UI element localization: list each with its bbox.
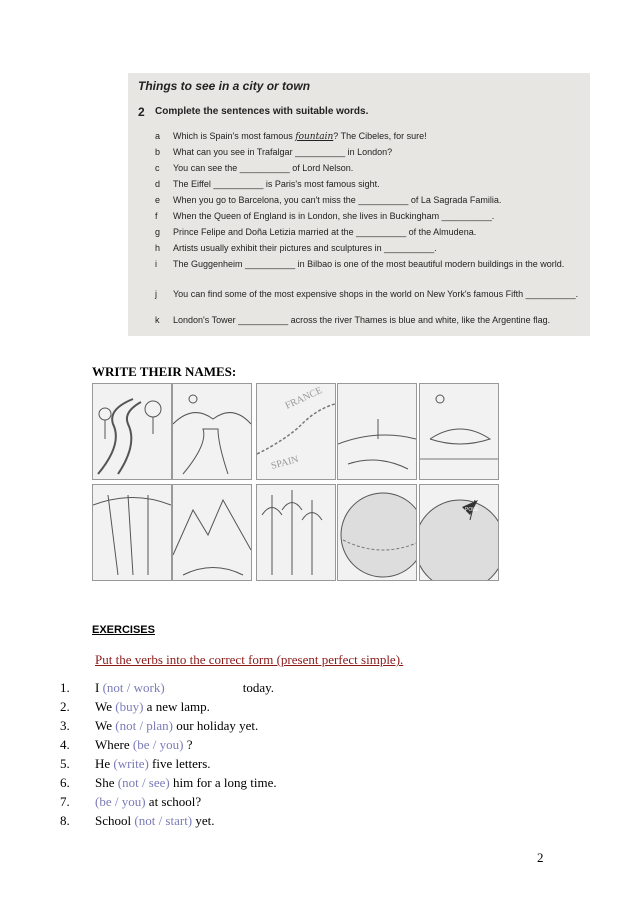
item-number: 1. <box>60 680 70 695</box>
scanned-worksheet <box>128 73 590 336</box>
item-text-part: London's Tower __________ across the river Thames is blue and white, like the Argentine flag. <box>173 315 551 325</box>
item-text <box>173 193 583 208</box>
item-number: 8. <box>60 813 70 828</box>
item-text <box>173 257 583 272</box>
forest-image <box>256 484 336 581</box>
item-text <box>173 241 583 256</box>
item-number: 5. <box>60 756 70 771</box>
item-letter: b <box>155 147 161 157</box>
page-number: 2 <box>537 850 544 865</box>
item-text-part: When the Queen of England is in London, she lives in Buckingham __________. <box>173 211 495 221</box>
item-text <box>173 313 583 328</box>
sentence-start: She <box>95 775 118 790</box>
worksheet-item <box>155 193 583 208</box>
worksheet-item <box>155 129 583 145</box>
landscape-river-image <box>92 383 172 480</box>
sentence-start: School <box>95 813 135 828</box>
sentence-end: at school? <box>145 794 202 809</box>
handwritten-answer: fountain <box>295 132 334 142</box>
sentence-text <box>95 811 215 830</box>
coast-cliff-image <box>337 383 417 480</box>
exercise-item <box>60 754 277 773</box>
item-text <box>173 177 583 192</box>
item-text <box>173 129 583 145</box>
item-number: 4. <box>60 737 70 752</box>
spain-label: SPAIN <box>269 454 300 472</box>
worksheet-item <box>155 209 583 224</box>
worksheet-item <box>155 257 583 272</box>
sentence-end: our holiday yet. <box>173 718 259 733</box>
landscape-valley-image <box>172 383 252 480</box>
item-number: 3. <box>60 718 70 733</box>
item-letter: k <box>155 315 160 325</box>
sentence-end: ? <box>183 737 193 752</box>
item-text-part: What can you see in Trafalgar __________ in London? <box>173 147 393 157</box>
exercise-item <box>60 773 277 792</box>
item-letter: g <box>155 227 161 237</box>
sentence-text <box>95 792 201 811</box>
item-text-part: You can see the __________ of Lord Nelson. <box>173 163 354 173</box>
worksheet-item <box>155 161 583 176</box>
sentence-start: Where <box>95 737 133 752</box>
item-text-part: The Guggenheim __________ in Bilbao is one of the most beautiful modern buildings in the world. <box>173 259 565 269</box>
mountains-image <box>172 484 252 581</box>
exercise-title: Complete the sentences with suitable words. <box>155 106 369 117</box>
verb-hint: (not / start) <box>134 813 193 828</box>
item-letter: h <box>155 243 161 253</box>
worksheet-item <box>155 225 583 240</box>
worksheet-item <box>155 287 583 302</box>
item-letter: e <box>155 195 161 205</box>
exercise-item <box>60 811 277 830</box>
instruction-text: Put the verbs into the correct form (present perfect simple). <box>95 652 404 667</box>
island-image <box>419 383 499 480</box>
sentence-start: We <box>95 699 116 714</box>
exercise-item <box>60 735 277 754</box>
item-text-part: Artists usually exhibit their pictures and sculptures in __________. <box>173 243 437 253</box>
exercise-number: 2 <box>138 105 145 119</box>
worksheet-title: Things to see in a city or town <box>138 79 311 93</box>
sentence-end: today. <box>242 680 274 695</box>
verb-hint: (write) <box>113 756 149 771</box>
sentence-text <box>95 754 211 773</box>
exercise-item <box>60 716 277 735</box>
verb-hint: (not / plan) <box>115 718 174 733</box>
waterfall-image <box>92 484 172 581</box>
item-letter: d <box>155 179 161 189</box>
verb-hint: (be / you) <box>95 794 146 809</box>
item-text-part: When you go to Barcelona, you can't miss the __________ of La Sagrada Familia. <box>173 195 502 205</box>
write-names-heading: WRITE THEIR NAMES: <box>92 364 237 379</box>
globe-equator-image <box>337 484 417 581</box>
sentence-end: a new lamp. <box>143 699 210 714</box>
item-number: 6. <box>60 775 70 790</box>
item-text <box>173 145 583 160</box>
sentence-start: We <box>95 718 116 733</box>
sentence-end: five letters. <box>148 756 211 771</box>
item-text-part: The Eiffel __________ is Paris's most famous sight. <box>173 179 380 189</box>
item-text <box>173 161 583 176</box>
sentence-start: He <box>95 756 114 771</box>
verb-hint: (not / see) <box>117 775 170 790</box>
map-france-spain-image <box>256 383 336 480</box>
item-letter: a <box>155 131 161 141</box>
item-text <box>173 287 583 302</box>
exercises-heading: EXERCISES <box>92 624 155 636</box>
item-text-part: ? The Cibeles, for sure! <box>333 131 427 141</box>
item-number: 2. <box>60 699 70 714</box>
france-label: FRANCE <box>283 385 325 412</box>
sentence-start: I <box>95 680 103 695</box>
sentence-text <box>95 678 274 697</box>
item-text <box>173 225 583 240</box>
item-text-part: Prince Felipe and Doña Letizia married at the __________ of the Almudena. <box>173 227 477 237</box>
worksheet-item <box>155 241 583 256</box>
sentence-text <box>95 773 277 792</box>
verb-hint: (buy) <box>115 699 144 714</box>
sentence-text <box>95 716 258 735</box>
item-text-part: You can find some of the most expensive shops in the world on New York's famous Fifth __________. <box>173 289 579 299</box>
worksheet-item <box>155 145 583 160</box>
exercise-item <box>60 792 277 811</box>
item-number: 7. <box>60 794 70 809</box>
item-text-part: Which is Spain's most famous <box>173 131 296 141</box>
exercise-item <box>60 678 277 697</box>
verb-hint: (not / work) <box>102 680 165 695</box>
item-letter: f <box>155 211 158 221</box>
item-text <box>173 209 583 224</box>
sentence-text <box>95 735 192 754</box>
item-letter: c <box>155 163 160 173</box>
sentence-end: yet. <box>192 813 215 828</box>
sentence-text <box>95 697 210 716</box>
exercise-list <box>60 678 277 830</box>
item-letter: i <box>155 259 157 269</box>
exercise-item <box>60 697 277 716</box>
sentence-end: him for a long time. <box>169 775 277 790</box>
globe-pole-image <box>419 484 499 581</box>
worksheet-item <box>155 313 583 328</box>
verb-hint: (be / you) <box>132 737 184 752</box>
item-letter: j <box>155 289 157 299</box>
worksheet-item <box>155 177 583 192</box>
pole-label: POLE <box>465 507 479 513</box>
